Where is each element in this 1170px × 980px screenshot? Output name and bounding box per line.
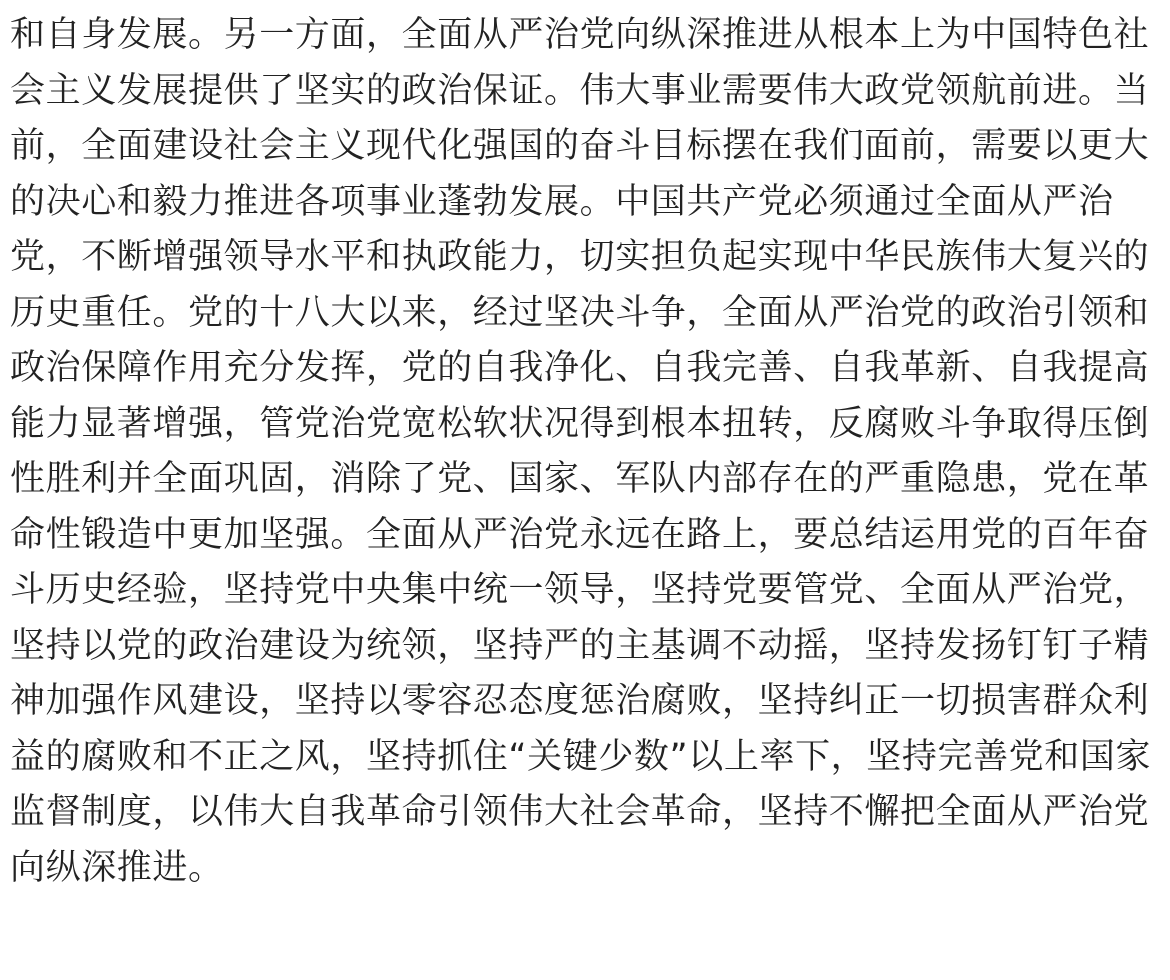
- text-line: 党，不断增强领导水平和执政能力，切实担负起实现中华民族伟大复兴的: [10, 237, 1150, 277]
- text-line: 性胜利并全面巩固，消除了党、国家、军队内部存在的严重隐患，党在革: [10, 459, 1150, 499]
- text-line: 能力显著增强，管党治党宽松软状况得到根本扭转，反腐败斗争取得压倒: [10, 403, 1150, 444]
- text-line: 的决心和毅力推进各项事业蓬勃发展。中国共产党必须通过全面从严治: [10, 181, 1114, 222]
- text-line: 神加强作风建设，坚持以零容忍态度惩治腐败，坚持纠正一切损害群众利: [10, 681, 1150, 721]
- text-line: 和自身发展。另一方面，全面从严治党向纵深推进从根本上为中国特色社: [10, 15, 1150, 55]
- text-line: 会主义发展提供了坚实的政治保证。伟大事业需要伟大政党领航前进。当: [10, 70, 1150, 111]
- text-line: 斗历史经验，坚持党中央集中统一领导，坚持党要管党、全面从严治党，: [10, 570, 1150, 610]
- text-line: 命性锻造中更加坚强。全面从严治党永远在路上，要总结运用党的百年奋: [10, 514, 1150, 555]
- document-body: [10, 8, 1160, 896]
- text-line: 益的腐败和不正之风，坚持抓住“关键少数”以上率下，坚持完善党和国家: [10, 736, 1152, 777]
- text-line: 向纵深推进。: [10, 847, 224, 888]
- text-line: 历史重任。党的十八大以来，经过坚决斗争，全面从严治党的政治引领和: [10, 292, 1150, 333]
- text-line: 政治保障作用充分发挥，党的自我净化、自我完善、自我革新、自我提高: [10, 348, 1150, 388]
- text-line: 坚持以党的政治建设为统领，坚持严的主基调不动摇，坚持发扬钉钉子精: [10, 625, 1150, 666]
- text-line: 前，全面建设社会主义现代化强国的奋斗目标摆在我们面前，需要以更大: [10, 126, 1150, 166]
- text-line: 监督制度，以伟大自我革命引领伟大社会革命，坚持不懈把全面从严治党: [10, 792, 1150, 832]
